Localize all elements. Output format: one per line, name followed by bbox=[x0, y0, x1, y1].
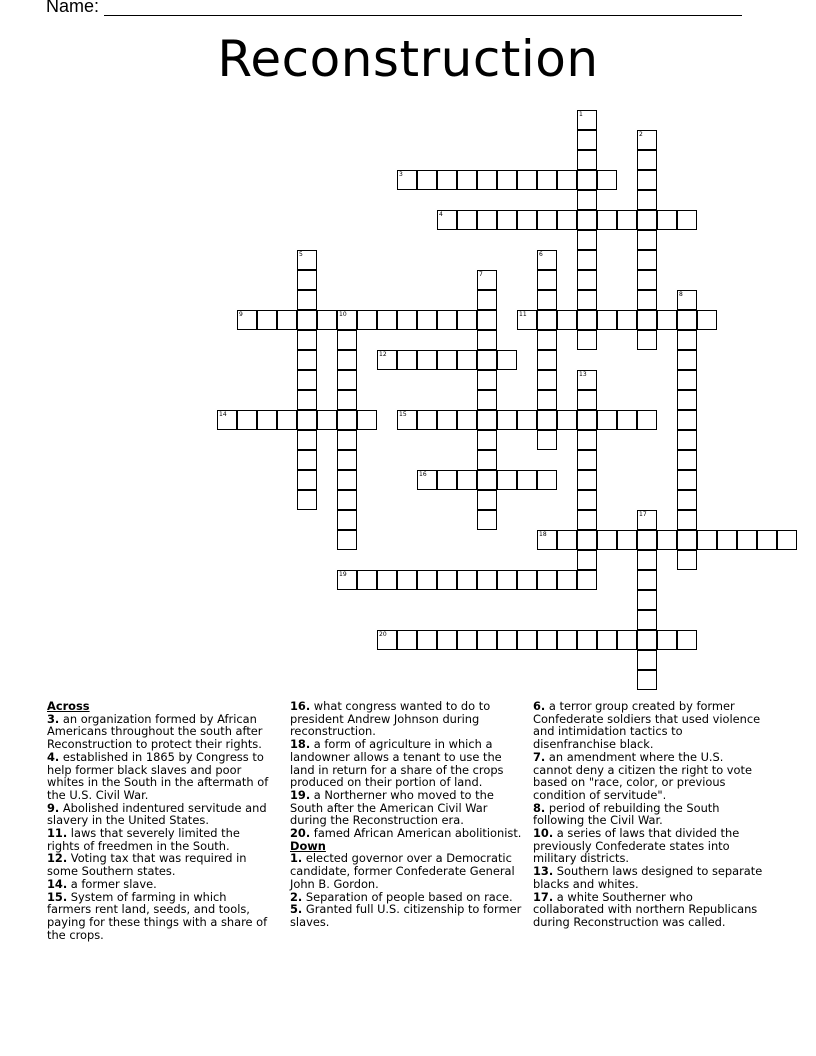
clue-text: System of farming in which farmers rent land, seeds, and tools, paying for these things with a share of the crops. bbox=[47, 889, 268, 942]
grid-cell[interactable] bbox=[597, 530, 617, 550]
grid-cell[interactable] bbox=[457, 410, 477, 430]
clue-column-1 bbox=[47, 700, 269, 941]
grid-cell[interactable] bbox=[677, 210, 697, 230]
across-clue bbox=[47, 852, 269, 877]
grid-cell[interactable] bbox=[337, 410, 357, 430]
grid-cell[interactable] bbox=[577, 490, 597, 510]
grid-cell[interactable] bbox=[437, 630, 457, 650]
grid-cell[interactable] bbox=[677, 310, 697, 330]
grid-cell[interactable] bbox=[637, 550, 657, 570]
grid-cell[interactable] bbox=[437, 350, 457, 370]
across-clue bbox=[47, 891, 269, 942]
clue-number-label: 16. bbox=[290, 699, 311, 713]
across-clue bbox=[47, 802, 269, 827]
grid-cell[interactable] bbox=[317, 410, 337, 430]
grid-cell[interactable] bbox=[477, 270, 497, 290]
grid-cell[interactable] bbox=[397, 570, 417, 590]
clue-number-label: 14. bbox=[47, 876, 68, 891]
grid-cell[interactable] bbox=[617, 410, 637, 430]
grid-cell[interactable] bbox=[477, 470, 497, 490]
clue-text: Abolished indentured servitude and slavery in the United States. bbox=[47, 800, 267, 828]
across-clue bbox=[290, 827, 522, 840]
clue-number: 6 bbox=[539, 251, 543, 258]
clue-number: 18 bbox=[539, 531, 547, 538]
clue-number: 16 bbox=[419, 471, 427, 478]
clue-number: 4 bbox=[439, 211, 443, 218]
grid-cell[interactable] bbox=[457, 470, 477, 490]
grid-cell[interactable] bbox=[677, 490, 697, 510]
clue-text: a series of laws that divided the previously Confederate states into military districts. bbox=[533, 826, 740, 866]
grid-cell[interactable] bbox=[457, 170, 477, 190]
grid-cell[interactable] bbox=[297, 390, 317, 410]
grid-cell[interactable] bbox=[637, 250, 657, 270]
grid-cell[interactable] bbox=[477, 410, 497, 430]
grid-cell[interactable] bbox=[617, 530, 637, 550]
grid-cell[interactable] bbox=[577, 470, 597, 490]
grid-cell[interactable] bbox=[477, 290, 497, 310]
grid-cell[interactable] bbox=[417, 410, 437, 430]
grid-cell[interactable] bbox=[337, 450, 357, 470]
clue-text: what congress wanted to do to president Andrew Johnson during reconstruction. bbox=[290, 699, 491, 739]
clue-number: 17 bbox=[639, 511, 647, 518]
clue-text: Separation of people based on race. bbox=[302, 889, 513, 904]
grid-cell[interactable] bbox=[277, 410, 297, 430]
grid-cell[interactable] bbox=[657, 310, 677, 330]
clue-text: a form of agriculture in which a landowner allows a tenant to use the land in return for a share of the crops produced on their portion of land. bbox=[290, 737, 504, 790]
down-clue bbox=[533, 700, 763, 751]
grid-cell[interactable] bbox=[677, 450, 697, 470]
clue-text: a Northerner who moved to the South after the American Civil War during the Reconstruction era. bbox=[290, 787, 494, 828]
clue-number-label: 7. bbox=[533, 749, 546, 764]
grid-cell[interactable] bbox=[417, 630, 437, 650]
grid-cell[interactable] bbox=[477, 170, 497, 190]
grid-cell[interactable] bbox=[477, 570, 497, 590]
clue-text: Southern laws designed to separate blacks and whites. bbox=[533, 864, 763, 891]
grid-cell[interactable] bbox=[537, 630, 557, 650]
down-clue bbox=[533, 827, 763, 865]
grid-cell[interactable] bbox=[297, 350, 317, 370]
clue-number-label: 19. bbox=[290, 787, 311, 802]
down-clue bbox=[533, 751, 763, 802]
grid-cell[interactable] bbox=[637, 330, 657, 350]
grid-cell[interactable] bbox=[357, 570, 377, 590]
clue-text: a former slave. bbox=[67, 876, 157, 891]
grid-cell[interactable] bbox=[437, 210, 457, 230]
grid-cell[interactable] bbox=[337, 570, 357, 590]
grid-cell[interactable] bbox=[577, 110, 597, 130]
grid-cell[interactable] bbox=[297, 450, 317, 470]
grid-cell[interactable] bbox=[577, 530, 597, 550]
grid-cell[interactable] bbox=[337, 370, 357, 390]
grid-cell[interactable] bbox=[537, 310, 557, 330]
down-clue bbox=[290, 852, 522, 890]
grid-cell[interactable] bbox=[577, 310, 597, 330]
clue-number-label: 17. bbox=[533, 889, 554, 904]
grid-cell[interactable] bbox=[537, 170, 557, 190]
grid-cell[interactable] bbox=[437, 310, 457, 330]
down-heading: Down bbox=[290, 838, 326, 853]
grid-cell[interactable] bbox=[417, 310, 437, 330]
grid-cell[interactable] bbox=[497, 570, 517, 590]
grid-cell[interactable] bbox=[497, 410, 517, 430]
grid-cell[interactable] bbox=[777, 530, 797, 550]
grid-cell[interactable] bbox=[297, 250, 317, 270]
grid-cell[interactable] bbox=[677, 630, 697, 650]
grid-cell[interactable] bbox=[597, 170, 617, 190]
grid-cell[interactable] bbox=[397, 630, 417, 650]
grid-cell[interactable] bbox=[757, 530, 777, 550]
grid-cell[interactable] bbox=[257, 410, 277, 430]
clue-column-2 bbox=[290, 700, 522, 929]
grid-cell[interactable] bbox=[577, 230, 597, 250]
grid-cell[interactable] bbox=[517, 630, 537, 650]
across-clue bbox=[47, 713, 269, 751]
grid-cell[interactable] bbox=[297, 370, 317, 390]
down-clue bbox=[533, 865, 763, 890]
grid-cell[interactable] bbox=[497, 630, 517, 650]
grid-cell[interactable] bbox=[677, 410, 697, 430]
grid-cell[interactable] bbox=[477, 450, 497, 470]
grid-cell[interactable] bbox=[677, 330, 697, 350]
clue-number: 9 bbox=[239, 311, 243, 318]
clue-number: 12 bbox=[379, 351, 387, 358]
clue-number-label: 12. bbox=[47, 851, 68, 866]
grid-cell[interactable] bbox=[517, 170, 537, 190]
grid-cell[interactable] bbox=[577, 550, 597, 570]
grid-cell[interactable] bbox=[557, 170, 577, 190]
grid-cell[interactable] bbox=[677, 290, 697, 310]
clue-number: 8 bbox=[679, 291, 683, 298]
grid-cell[interactable] bbox=[537, 350, 557, 370]
grid-cell[interactable] bbox=[557, 570, 577, 590]
grid-cell[interactable] bbox=[637, 570, 657, 590]
grid-cell[interactable] bbox=[537, 530, 557, 550]
grid-cell[interactable] bbox=[477, 350, 497, 370]
clue-number-label: 6. bbox=[533, 699, 546, 713]
clue-text: laws that severely limited the rights of freedmen in the South. bbox=[47, 826, 240, 853]
across-clue bbox=[290, 789, 522, 827]
grid-cell[interactable] bbox=[497, 470, 517, 490]
clue-number: 10 bbox=[339, 311, 347, 318]
clue-number-label: 9. bbox=[47, 800, 60, 815]
grid-cell[interactable] bbox=[337, 490, 357, 510]
grid-cell[interactable] bbox=[417, 350, 437, 370]
grid-cell[interactable] bbox=[297, 330, 317, 350]
grid-cell[interactable] bbox=[637, 670, 657, 690]
grid-cell[interactable] bbox=[577, 250, 597, 270]
grid-cell[interactable] bbox=[377, 350, 397, 370]
grid-cell[interactable] bbox=[737, 530, 757, 550]
clue-number-label: 3. bbox=[47, 711, 60, 726]
grid-cell[interactable] bbox=[357, 310, 377, 330]
grid-cell[interactable] bbox=[597, 630, 617, 650]
grid-cell[interactable] bbox=[497, 210, 517, 230]
grid-cell[interactable] bbox=[677, 510, 697, 530]
grid-cell[interactable] bbox=[557, 630, 577, 650]
grid-cell[interactable] bbox=[677, 370, 697, 390]
clue-text: an amendment where the U.S. cannot deny a citizen the right to vote based on "race, color, or previous condition of servitude". bbox=[533, 749, 752, 802]
clue-number: 11 bbox=[519, 311, 527, 318]
grid-cell[interactable] bbox=[517, 310, 537, 330]
grid-cell[interactable] bbox=[337, 310, 357, 330]
grid-cell[interactable] bbox=[677, 550, 697, 570]
clue-number: 7 bbox=[479, 271, 483, 278]
grid-cell[interactable] bbox=[637, 230, 657, 250]
grid-cell[interactable] bbox=[637, 410, 657, 430]
grid-cell[interactable] bbox=[337, 330, 357, 350]
grid-cell[interactable] bbox=[477, 370, 497, 390]
grid-cell[interactable] bbox=[577, 370, 597, 390]
clue-number: 5 bbox=[299, 251, 303, 258]
clue-number-label: 10. bbox=[533, 826, 554, 841]
grid-cell[interactable] bbox=[237, 310, 257, 330]
grid-cell[interactable] bbox=[457, 210, 477, 230]
grid-cell[interactable] bbox=[577, 290, 597, 310]
grid-cell[interactable] bbox=[517, 210, 537, 230]
grid-cell[interactable] bbox=[577, 170, 597, 190]
grid-cell[interactable] bbox=[617, 310, 637, 330]
grid-cell[interactable] bbox=[677, 530, 697, 550]
grid-cell[interactable] bbox=[657, 630, 677, 650]
grid-cell[interactable] bbox=[577, 570, 597, 590]
grid-cell[interactable] bbox=[537, 410, 557, 430]
grid-cell[interactable] bbox=[477, 210, 497, 230]
grid-cell[interactable] bbox=[637, 590, 657, 610]
grid-cell[interactable] bbox=[537, 370, 557, 390]
grid-cell[interactable] bbox=[397, 310, 417, 330]
grid-cell[interactable] bbox=[677, 350, 697, 370]
grid-cell[interactable] bbox=[637, 170, 657, 190]
grid-cell[interactable] bbox=[537, 390, 557, 410]
clue-number: 20 bbox=[379, 631, 387, 638]
grid-cell[interactable] bbox=[557, 210, 577, 230]
grid-cell[interactable] bbox=[617, 630, 637, 650]
grid-cell[interactable] bbox=[397, 170, 417, 190]
grid-cell[interactable] bbox=[677, 390, 697, 410]
down-clue bbox=[533, 802, 763, 827]
grid-cell[interactable] bbox=[317, 310, 337, 330]
grid-cell[interactable] bbox=[297, 430, 317, 450]
grid-cell[interactable] bbox=[637, 530, 657, 550]
grid-cell[interactable] bbox=[337, 510, 357, 530]
grid-cell[interactable] bbox=[337, 430, 357, 450]
clue-number: 19 bbox=[339, 571, 347, 578]
grid-cell[interactable] bbox=[577, 630, 597, 650]
grid-cell[interactable] bbox=[637, 150, 657, 170]
grid-cell[interactable] bbox=[577, 430, 597, 450]
clue-column-3 bbox=[533, 700, 763, 929]
clue-number-label: 13. bbox=[533, 864, 554, 879]
grid-cell[interactable] bbox=[537, 330, 557, 350]
grid-cell[interactable] bbox=[397, 350, 417, 370]
grid-cell[interactable] bbox=[477, 430, 497, 450]
grid-cell[interactable] bbox=[417, 170, 437, 190]
grid-cell[interactable] bbox=[337, 350, 357, 370]
grid-cell[interactable] bbox=[237, 410, 257, 430]
grid-cell[interactable] bbox=[617, 210, 637, 230]
grid-cell[interactable] bbox=[537, 250, 557, 270]
grid-cell[interactable] bbox=[637, 270, 657, 290]
grid-cell[interactable] bbox=[297, 290, 317, 310]
grid-cell[interactable] bbox=[637, 510, 657, 530]
grid-cell[interactable] bbox=[377, 630, 397, 650]
grid-cell[interactable] bbox=[637, 630, 657, 650]
grid-cell[interactable] bbox=[697, 310, 717, 330]
grid-cell[interactable] bbox=[717, 530, 737, 550]
clue-text: established in 1865 by Congress to help former black slaves and poor whites in the South in the aftermath of the U.S. Civil War. bbox=[47, 749, 269, 802]
clue-number-label: 20. bbox=[290, 826, 311, 841]
grid-cell[interactable] bbox=[577, 390, 597, 410]
grid-cell[interactable] bbox=[537, 290, 557, 310]
grid-cell[interactable] bbox=[577, 450, 597, 470]
clue-text: a white Southerner who collaborated with northern Republicans during Reconstruction was called. bbox=[533, 889, 758, 929]
grid-cell[interactable] bbox=[557, 310, 577, 330]
grid-cell[interactable] bbox=[457, 570, 477, 590]
grid-cell[interactable] bbox=[477, 310, 497, 330]
clue-number-label: 5. bbox=[290, 902, 303, 917]
grid-cell[interactable] bbox=[577, 150, 597, 170]
grid-cell[interactable] bbox=[657, 530, 677, 550]
clue-number-label: 18. bbox=[290, 737, 311, 752]
grid-cell[interactable] bbox=[577, 410, 597, 430]
down-clue bbox=[290, 903, 522, 928]
grid-cell[interactable] bbox=[337, 530, 357, 550]
grid-cell[interactable] bbox=[477, 390, 497, 410]
grid-cell[interactable] bbox=[637, 190, 657, 210]
grid-cell[interactable] bbox=[497, 350, 517, 370]
grid-cell[interactable] bbox=[537, 570, 557, 590]
grid-cell[interactable] bbox=[557, 410, 577, 430]
grid-cell[interactable] bbox=[597, 410, 617, 430]
grid-cell[interactable] bbox=[677, 430, 697, 450]
grid-cell[interactable] bbox=[637, 130, 657, 150]
grid-cell[interactable] bbox=[597, 310, 617, 330]
down-clue bbox=[533, 891, 763, 929]
clue-number-label: 8. bbox=[533, 800, 546, 815]
clue-number-label: 2. bbox=[290, 889, 303, 904]
grid-cell[interactable] bbox=[277, 310, 297, 330]
clue-text: Voting tax that was required in some Southern states. bbox=[47, 851, 247, 879]
grid-cell[interactable] bbox=[577, 270, 597, 290]
clue-text: Granted full U.S. citizenship to former slaves. bbox=[290, 902, 522, 929]
grid-cell[interactable] bbox=[257, 310, 277, 330]
clue-number-label: 11. bbox=[47, 826, 68, 841]
clue-text: an organization formed by African Americans throughout the south after Reconstruction to protect their rights. bbox=[47, 711, 263, 752]
grid-cell[interactable] bbox=[437, 470, 457, 490]
grid-cell[interactable] bbox=[377, 310, 397, 330]
clue-text: famed African American abolitionist. bbox=[310, 826, 522, 841]
grid-cell[interactable] bbox=[637, 210, 657, 230]
grid-cell[interactable] bbox=[397, 410, 417, 430]
grid-cell[interactable] bbox=[337, 390, 357, 410]
grid-cell[interactable] bbox=[297, 410, 317, 430]
grid-cell[interactable] bbox=[517, 470, 537, 490]
across-clue bbox=[290, 738, 522, 789]
grid-cell[interactable] bbox=[537, 430, 557, 450]
clue-number-label: 4. bbox=[47, 749, 60, 764]
across-clue bbox=[47, 751, 269, 802]
grid-cell[interactable] bbox=[457, 310, 477, 330]
grid-cell[interactable] bbox=[577, 130, 597, 150]
grid-cell[interactable] bbox=[477, 330, 497, 350]
grid-cell[interactable] bbox=[297, 490, 317, 510]
grid-cell[interactable] bbox=[597, 210, 617, 230]
grid-cell[interactable] bbox=[697, 530, 717, 550]
grid-cell[interactable] bbox=[357, 410, 377, 430]
grid-cell[interactable] bbox=[297, 270, 317, 290]
grid-cell[interactable] bbox=[217, 410, 237, 430]
grid-cell[interactable] bbox=[497, 170, 517, 190]
grid-cell[interactable] bbox=[537, 210, 557, 230]
clue-text: a terror group created by former Confederate soldiers that used violence and intimidation tactics to disenfranchise black. bbox=[533, 699, 761, 752]
grid-cell[interactable] bbox=[637, 310, 657, 330]
grid-cell[interactable] bbox=[637, 290, 657, 310]
grid-cell[interactable] bbox=[577, 210, 597, 230]
grid-cell[interactable] bbox=[637, 610, 657, 630]
clue-number: 15 bbox=[399, 411, 407, 418]
name-label: Name: bbox=[46, 0, 100, 16]
grid-cell[interactable] bbox=[477, 490, 497, 510]
across-clue bbox=[290, 700, 522, 738]
across-heading: Across bbox=[47, 699, 90, 713]
clue-number-label: 15. bbox=[47, 889, 68, 904]
clue-text: period of rebuilding the South following the Civil War. bbox=[533, 800, 720, 828]
grid-cell[interactable] bbox=[637, 650, 657, 670]
clue-text: elected governor over a Democratic candidate, former Confederate General John B. Gordon. bbox=[290, 851, 515, 891]
grid-cell[interactable] bbox=[297, 310, 317, 330]
grid-cell[interactable] bbox=[377, 570, 397, 590]
grid-cell[interactable] bbox=[477, 510, 497, 530]
clue-number-label: 1. bbox=[290, 851, 303, 866]
grid-cell[interactable] bbox=[537, 470, 557, 490]
grid-cell[interactable] bbox=[537, 270, 557, 290]
clue-number: 3 bbox=[399, 171, 403, 178]
grid-cell[interactable] bbox=[577, 510, 597, 530]
grid-cell[interactable] bbox=[297, 470, 317, 490]
grid-cell[interactable] bbox=[457, 630, 477, 650]
grid-cell[interactable] bbox=[417, 570, 437, 590]
clue-number: 1 bbox=[579, 111, 583, 118]
clue-number: 14 bbox=[219, 411, 227, 418]
grid-cell[interactable] bbox=[477, 630, 497, 650]
grid-cell[interactable] bbox=[417, 470, 437, 490]
grid-cell[interactable] bbox=[577, 330, 597, 350]
clue-number: 13 bbox=[579, 371, 587, 378]
grid-cell[interactable] bbox=[657, 210, 677, 230]
grid-cell[interactable] bbox=[517, 410, 537, 430]
puzzle-title: Reconstruction bbox=[217, 30, 599, 88]
grid-cell[interactable] bbox=[437, 570, 457, 590]
grid-cell[interactable] bbox=[557, 530, 577, 550]
across-clue bbox=[47, 827, 269, 852]
grid-cell[interactable] bbox=[437, 170, 457, 190]
grid-cell[interactable] bbox=[337, 470, 357, 490]
grid-cell[interactable] bbox=[577, 190, 597, 210]
grid-cell[interactable] bbox=[677, 470, 697, 490]
clue-number: 2 bbox=[639, 131, 643, 138]
grid-cell[interactable] bbox=[517, 570, 537, 590]
grid-cell[interactable] bbox=[457, 350, 477, 370]
grid-cell[interactable] bbox=[437, 410, 457, 430]
